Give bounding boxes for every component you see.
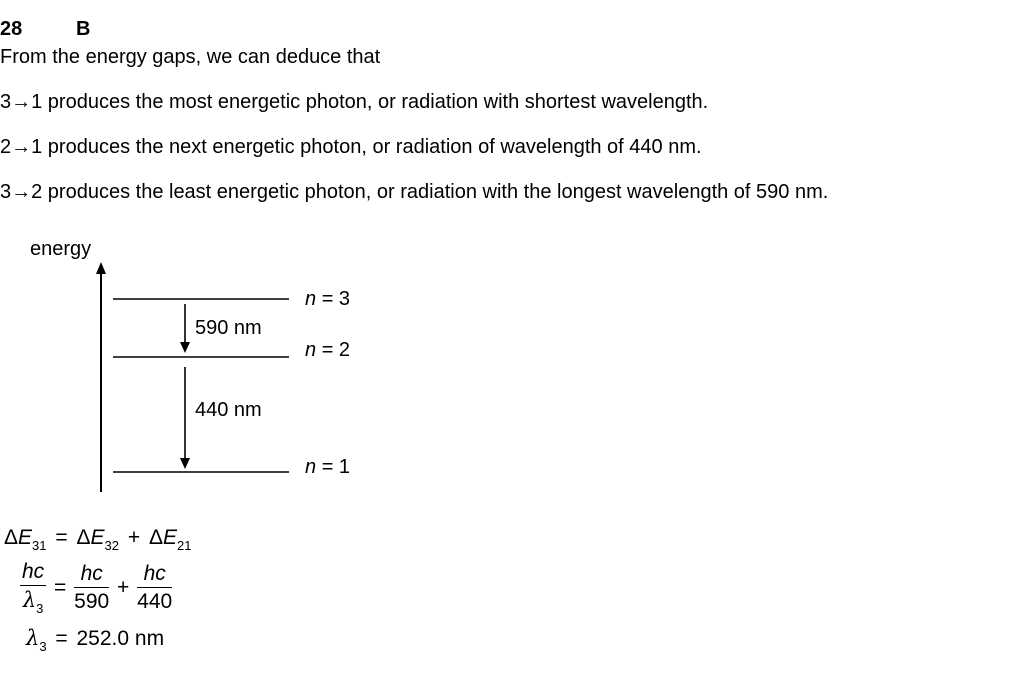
plus-sign: + [117, 576, 130, 599]
plus-sign: + [127, 526, 141, 549]
transition-arrowhead-2-1 [180, 458, 190, 469]
fraction-hc-over-lambda3 [20, 560, 46, 616]
level-symbol: n [305, 339, 317, 361]
equals-sign: = [55, 526, 68, 549]
equals-sign: = [55, 627, 68, 650]
equation-result [26, 626, 164, 654]
fraction-denominator [20, 586, 46, 616]
energy-symbol: E [18, 526, 33, 549]
subscript: 3 [36, 601, 44, 616]
subscript: 3 [39, 639, 47, 654]
equals-sign: = [54, 576, 67, 599]
explanation-intro: From the energy gaps, we can deduce that [0, 46, 381, 68]
transition-arrowhead-3-2 [180, 342, 190, 353]
energy-symbol: E [90, 526, 105, 549]
level-value: = 2 [321, 339, 351, 361]
level-symbol: n [305, 456, 317, 478]
level-label-n2 [305, 339, 350, 362]
energy-axis-label: energy [30, 238, 92, 260]
fraction-numerator: hc [74, 562, 109, 588]
explanation-line-3-1: 3→1 produces the most energetic photon, or radiation with shortest wavelength. [0, 91, 709, 113]
subscript: 21 [176, 538, 192, 553]
subscript: 32 [104, 538, 119, 553]
fraction-denominator: 440 [137, 590, 173, 613]
energy-axis-arrowhead [96, 262, 106, 274]
energy-symbol: E [162, 526, 177, 549]
level-value: = 1 [321, 456, 351, 478]
delta-symbol: Δ [76, 526, 91, 549]
fraction-numerator: hc [137, 562, 172, 588]
equation-wavelength-relation [20, 560, 172, 616]
result-value: 252.0 nm [76, 627, 165, 650]
transition-label-440: 440 nm [195, 399, 262, 421]
lambda-symbol: λ [26, 626, 40, 650]
level-label-n1 [305, 456, 350, 479]
fraction-hc-over-440 [137, 562, 172, 614]
subscript: 31 [32, 538, 47, 553]
answer-letter: B [76, 18, 91, 40]
fraction-numerator: hc [20, 560, 46, 586]
delta-symbol: Δ [4, 526, 19, 549]
level-label-n3 [305, 288, 350, 311]
question-number: 28 [0, 18, 23, 40]
lambda-symbol: λ [22, 588, 37, 612]
explanation-line-3-2: 3→2 produces the least energetic photon, or radiation with the longest wavelength of 590 nm. [0, 181, 829, 203]
equation-energy-sum [4, 526, 191, 553]
transition-label-590: 590 nm [195, 317, 262, 339]
fraction-hc-over-590 [74, 562, 109, 614]
level-symbol: n [305, 288, 317, 310]
explanation-line-2-1: 2→1 produces the next energetic photon, or radiation of wavelength of 440 nm. [0, 136, 702, 158]
level-value: = 3 [321, 288, 351, 310]
delta-symbol: Δ [148, 526, 163, 549]
fraction-denominator: 590 [74, 590, 110, 613]
